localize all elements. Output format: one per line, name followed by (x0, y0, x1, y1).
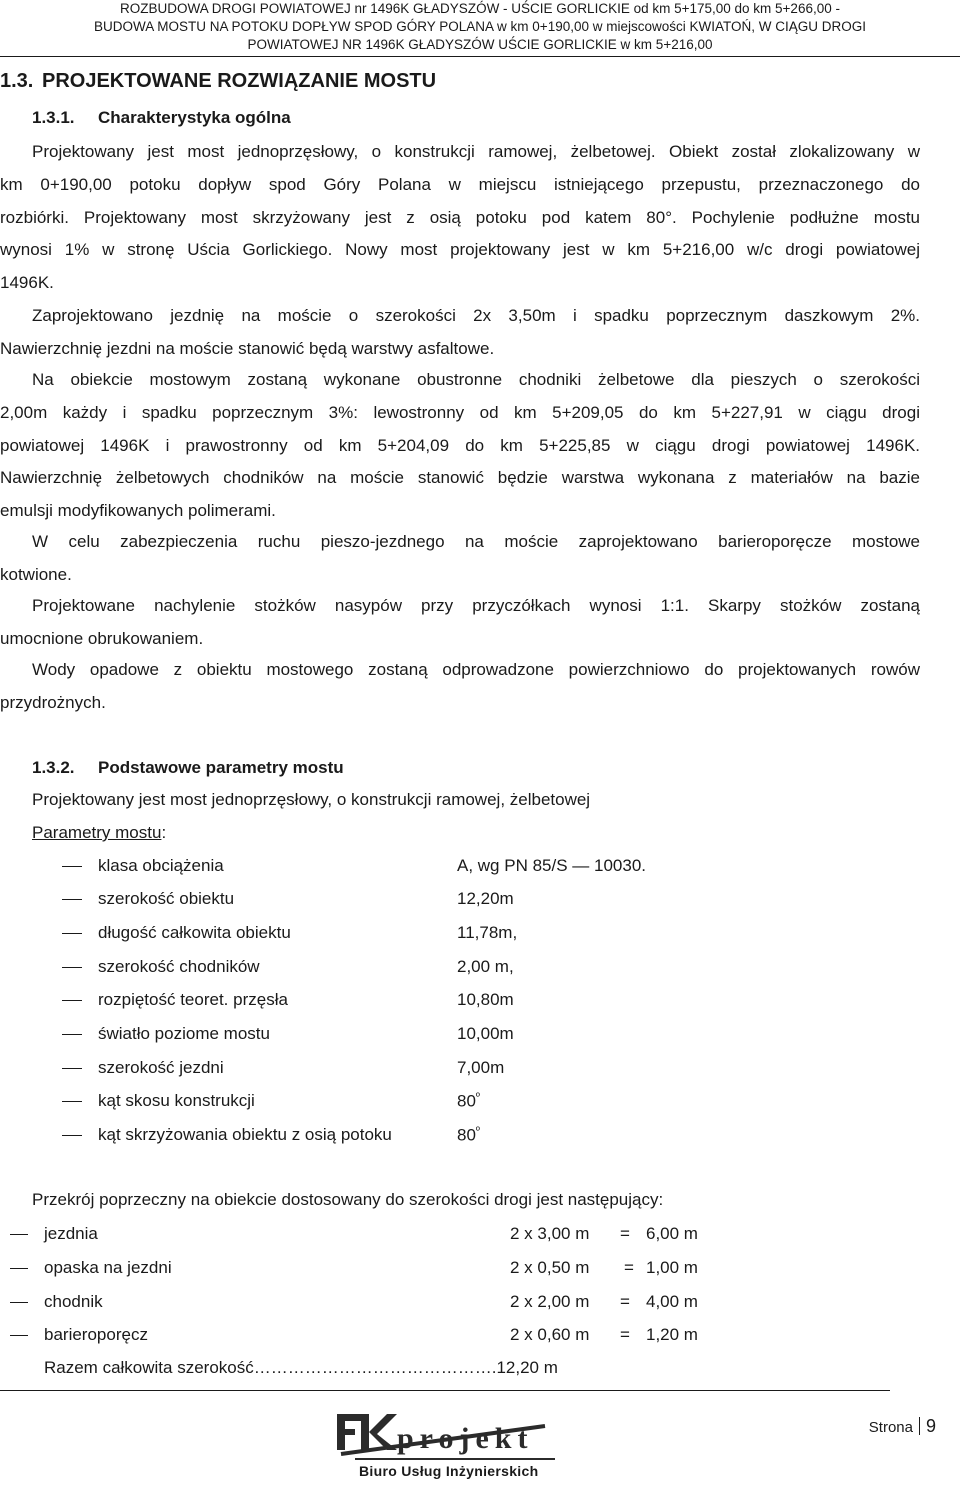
params-heading-text: Parametry mostu (32, 823, 162, 842)
dash-bullet (62, 1000, 82, 1001)
param-value (457, 1125, 480, 1146)
paragraph-roadway (0, 300, 920, 366)
dash-bullet (62, 899, 82, 900)
text-line: Projektowany jest most jednoprzęsłowy, o konstrukcji ramowej, żelbetowej. Obiekt został zlokalizowany w (32, 142, 920, 161)
cs-label: barieroporęcz (44, 1325, 148, 1344)
param-row (62, 1024, 702, 1044)
paragraph-drainage (0, 654, 920, 720)
cross-section-intro: Przekrój poprzeczny na obiekcie dostosowany do szerokości drogi jest następujący: (32, 1190, 664, 1209)
dash-bullet (62, 933, 82, 934)
dash-bullet (62, 967, 82, 968)
param-row (62, 889, 702, 909)
params-heading-colon: : (161, 823, 167, 842)
param-label: szerokość jezdni (98, 1058, 224, 1077)
header-line-2: BUDOWA MOSTU NA POTOKU DOPŁYW SPOD GÓRY POLANA w km 0+190,00 w miejscowości KWIATOŃ, W CIĄGU DROGI (93, 19, 867, 34)
paragraph-cones (0, 590, 920, 656)
param-value: A, wg PN 85/S — 10030. (457, 856, 646, 875)
subsection-intro: Projektowany jest most jednoprzęsłowy, o konstrukcji ramowej, żelbetowej (32, 790, 591, 809)
text-line: km 0+190,00 potoku dopływ spod Góry Polana w miejscu istniejącego przepustu, przeznaczonego do (0, 174, 920, 194)
subsection-title: Charakterystyka ogólna (98, 108, 291, 127)
paragraph-sidewalks (0, 364, 920, 528)
page-number-block (869, 1416, 936, 1437)
params-heading (32, 823, 166, 843)
param-value-number: 80 (457, 1125, 476, 1145)
text-line: W celu zabezpieczenia ruchu pieszo-jezdnego na moście zaprojektowano barieroporęcze mostowe (32, 532, 920, 551)
footer-divider (0, 1390, 890, 1391)
subsection-number: 1.3.2. (32, 758, 75, 777)
text-line: 2,00m każdy i spadku poprzecznym 3%: lewostronny od km 5+209,05 do km 5+227,91 w ciągu drogi (0, 402, 920, 422)
param-label: rozpiętość teoret. przęsła (98, 990, 288, 1009)
header-divider (0, 56, 960, 57)
company-logo (335, 1396, 565, 1484)
param-value: 12,20m (457, 889, 514, 908)
text-line: powiatowej 1496K i prawostronny od km 5+204,09 do km 5+225,85 w ciągu drogi powiatowej 1496K. (0, 435, 920, 455)
cs-equals: = (624, 1258, 634, 1277)
cs-calc: 2 x 2,00 m (510, 1292, 590, 1311)
subsection-heading-2 (32, 758, 344, 778)
param-label: kąt skrzyżowania obiektu z osią potoku (98, 1125, 392, 1144)
total-width-line: Razem całkowita szerokość…………………………………….12,20 m (44, 1358, 558, 1377)
param-value (457, 1091, 480, 1112)
paragraph-general-1 (0, 136, 920, 300)
cs-equals: = (620, 1292, 630, 1311)
param-value: 2,00 m, (457, 957, 514, 976)
text-line: 1496K. (0, 273, 54, 293)
degree-mark: º (475, 1125, 480, 1137)
cs-calc: 2 x 0,50 m (510, 1258, 590, 1277)
text-line: Projektowane nachylenie stożków nasypów przy przyczółkach wynosi 1:1. Skarpy stożków zostaną (32, 596, 920, 615)
cs-label: chodnik (44, 1292, 103, 1311)
cs-result: 6,00 m (646, 1224, 698, 1243)
param-label: szerokość obiektu (98, 889, 235, 908)
param-row (62, 856, 702, 876)
header-line-1: ROZBUDOWA DROGI POWIATOWEJ nr 1496K GŁADYSZÓW - UŚCIE GORLICKIE od km 5+175,00 do km 5+266,00 - (120, 1, 840, 16)
param-label: klasa obciążenia (98, 856, 224, 875)
text-line: emulsji modyfikowanych polimerami. (0, 501, 276, 521)
dash-bullet (62, 1068, 82, 1069)
param-value: 7,00m (457, 1058, 505, 1077)
header-line-3: POWIATOWEJ NR 1496K GŁADYSZÓW UŚCIE GORLICKIE w km 5+216,00 (247, 37, 713, 52)
subsection-title: Podstawowe parametry mostu (98, 758, 344, 777)
param-row (62, 957, 702, 977)
text-line: przydrożnych. (0, 692, 106, 712)
param-value-number: 80 (457, 1091, 476, 1111)
cs-calc: 2 x 0,60 m (510, 1325, 590, 1344)
section-heading (0, 70, 436, 93)
cs-result: 4,00 m (646, 1292, 698, 1311)
cs-label: jezdnia (44, 1224, 98, 1243)
dash-bullet (10, 1302, 28, 1303)
section-title: PROJEKTOWANE ROZWIĄZANIE MOSTU (42, 70, 437, 92)
cs-calc: 2 x 3,00 m (510, 1224, 590, 1243)
param-label: kąt skosu konstrukcji (98, 1091, 255, 1110)
param-label: szerokość chodników (98, 957, 260, 976)
text-line: kotwione. (0, 564, 72, 584)
paragraph-barriers (0, 526, 920, 592)
param-label: światło poziome mostu (98, 1024, 270, 1043)
text-line: Zaprojektowano jezdnię na moście o szerokości 2x 3,50m i spadku poprzecznym daszkowym 2%. (32, 306, 920, 325)
cs-equals: = (620, 1325, 630, 1344)
dash-bullet (10, 1234, 28, 1235)
param-row (62, 990, 702, 1010)
degree-mark: º (475, 1091, 480, 1103)
cs-result: 1,00 m (646, 1258, 698, 1277)
cs-equals: = (620, 1224, 630, 1243)
cs-result: 1,20 m (646, 1325, 698, 1344)
cross-section-row (10, 1292, 730, 1312)
param-row (62, 923, 702, 943)
text-line: Wody opadowe z obiektu mostowego zostaną odprowadzone powierzchniowo do projektowanych rowów (32, 660, 920, 679)
text-line: Nawierzchnię żelbetowych chodników na moście stanowić będzie warstwa wykonana z materiałów na bazie (0, 468, 920, 488)
section-number: 1.3. (0, 70, 34, 92)
param-row (62, 1091, 702, 1111)
subsection-heading-1 (32, 108, 291, 128)
cross-section-row (10, 1258, 730, 1278)
page-separator (919, 1417, 920, 1435)
text-line: Na obiekcie mostowym zostaną wykonane obustronne chodniki żelbetowe dla pieszych o szerokości (32, 370, 920, 389)
text-line: umocnione obrukowaniem. (0, 628, 204, 648)
page-number: 9 (925, 1416, 936, 1436)
cross-section-row (10, 1325, 730, 1345)
dash-bullet (10, 1335, 28, 1336)
text-line: rozbiórki. Projektowany most skrzyżowany jest z osią potoku pod katem 80°. Pochylenie podłużne mostu (0, 207, 920, 227)
param-value: 10,00m (457, 1024, 514, 1043)
text-line: wynosi 1% w stronę Uścia Gorlickiego. Nowy most projektowany jest w km 5+216,00 w/c drogi powiatowej (0, 240, 920, 260)
subsection-number: 1.3.1. (32, 108, 75, 127)
param-row (62, 1058, 702, 1078)
page-label: Strona (868, 1419, 913, 1436)
param-value: 11,78m, (457, 923, 518, 942)
dash-bullet (62, 1034, 82, 1035)
cross-section-row (10, 1224, 730, 1244)
logo-subtitle: Biuro Usług Inżynierskich (359, 1463, 539, 1479)
dash-bullet (62, 866, 82, 867)
dash-bullet (62, 1135, 82, 1136)
dash-bullet (62, 1101, 82, 1102)
param-label: długość całkowita obiektu (98, 923, 291, 942)
param-value: 10,80m (457, 990, 514, 1009)
cs-label: opaska na jezdni (44, 1258, 172, 1277)
param-row (62, 1125, 702, 1145)
document-header (0, 0, 960, 54)
dash-bullet (10, 1268, 28, 1269)
text-line: Nawierzchnię jezdni na moście stanowić będą warstwy asfaltowe. (0, 338, 495, 358)
svg-text:projekt: projekt (397, 1422, 534, 1455)
